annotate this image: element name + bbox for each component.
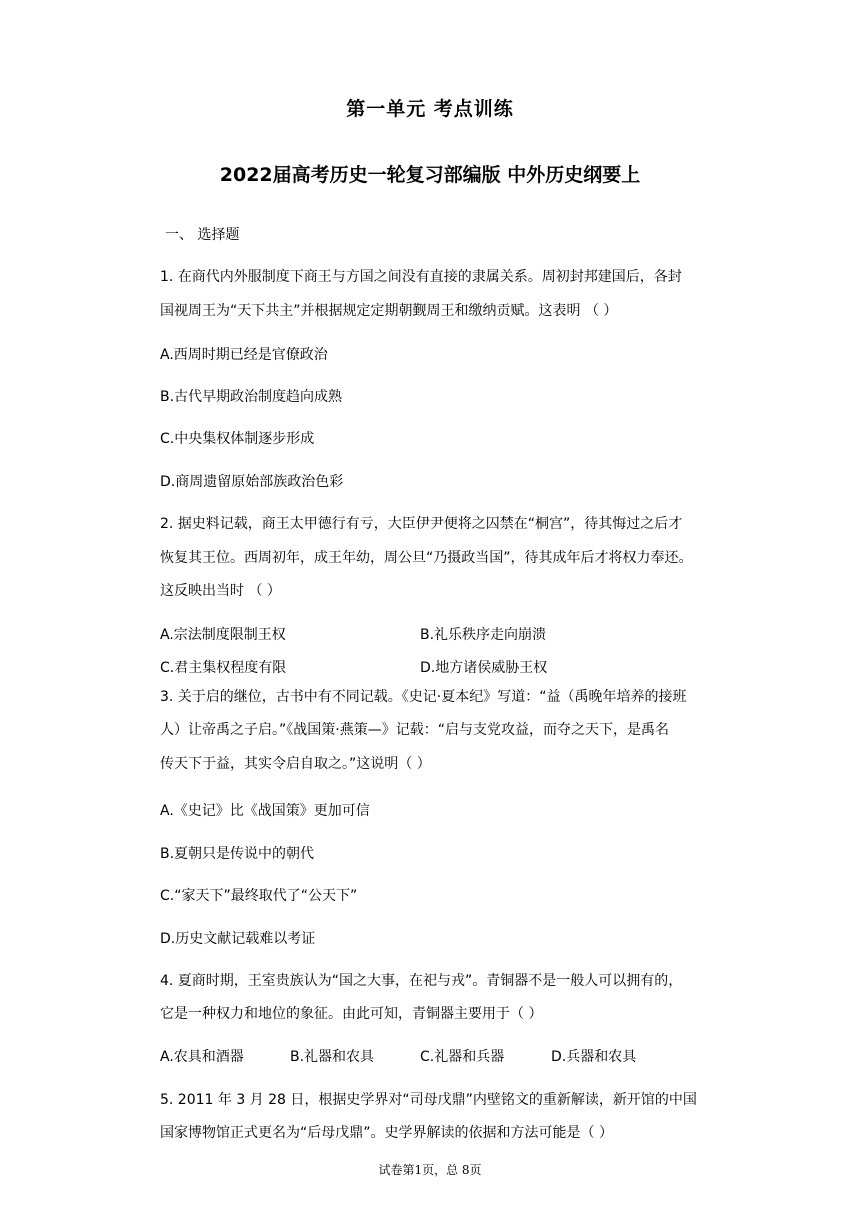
- question-1-stem-line-1: 1. 在商代内外服制度下商王与方国之间没有直接的隶属关系。周初封邦建国后，各封: [160, 269, 682, 285]
- question-2-stem-line-1: 2. 据史料记载，商王太甲德行有亏，大臣伊尹便将之囚禁在“桐宫”，待其悔过之后才: [160, 516, 683, 532]
- question-2-option-b: B.礼乐秩序走向崩溃: [420, 627, 547, 643]
- question-1-stem-line-2: 国视周王为“天下共主”并根据规定定期朝觐周王和缴纳贡赋。这表明 （ ）: [160, 303, 618, 319]
- question-2-option-a: A.宗法制度限制王权: [160, 627, 286, 643]
- question-3-option-a: A.《史记》比《战国策》更加可信: [160, 803, 370, 819]
- question-4-stem-line-1: 4. 夏商时期，王室贵族认为“国之大事，在祀与戎”。青铜器不是一般人可以拥有的，: [160, 973, 683, 989]
- question-2-stem-line-3: 这反映出当时 （ ）: [160, 583, 281, 599]
- question-1-option-d: D.商周遗留原始部族政治色彩: [160, 474, 344, 490]
- question-1-option-a: A.西周时期已经是官僚政治: [160, 347, 328, 363]
- question-2-option-d: D.地方诸侯威胁王权: [420, 660, 548, 676]
- section-heading: 一、 选择题: [165, 227, 240, 243]
- question-3-stem-line-2: 人）让帝禹之子启。”《战国策·燕策—》记载：“启与支党攻益，而夺之天下，是禹名: [160, 722, 669, 738]
- question-3-option-c: C.“家天下”最终取代了“公天下”: [160, 888, 358, 904]
- question-3-option-b: B.夏朝只是传说中的朝代: [160, 846, 315, 862]
- question-5-stem-line-2: 国家博物馆正式更名为“后母戊鼎”。史学界解读的依据和方法可能是（ ）: [160, 1125, 613, 1141]
- question-2-stem-line-2: 恢复其王位。西周初年，成王年幼，周公旦“乃摄政当国”，待其成年后才将权力奉还。: [160, 550, 693, 566]
- question-4-option-a: A.农具和酒器: [160, 1049, 244, 1065]
- question-4-option-c: C.礼器和兵器: [420, 1049, 505, 1065]
- question-3-stem-line-1: 3. 关于启的继位，古书中有不同记载。《史记·夏本纪》写道：“益（禹晚年培养的接班: [160, 689, 687, 705]
- question-2-option-c: C.君主集权程度有限: [160, 660, 287, 676]
- page-footer: 试卷第1页，总 8页: [378, 1163, 482, 1177]
- question-3-stem-line-3: 传天下于益，其实令启自取之。”这说明（ ）: [160, 756, 431, 772]
- question-1-option-c: C.中央集权体制逐步形成: [160, 431, 315, 447]
- question-1-option-b: B.古代早期政治制度趋向成熟: [160, 389, 343, 405]
- question-5-stem-line-1: 5. 2011 年 3 月 28 日，根据史学界对“司母戊鼎”内壁铭文的重新解读，新开馆的中国: [160, 1092, 697, 1108]
- document-subtitle: 2022届高考历史一轮复习部编版 中外历史纲要上: [219, 164, 641, 186]
- question-3-option-d: D.历史文献记载难以考证: [160, 931, 316, 947]
- document-title: 第一单元 考点训练: [346, 98, 514, 120]
- question-4-option-b: B.礼器和农具: [290, 1049, 375, 1065]
- question-4-stem-line-2: 它是一种权力和地位的象征。由此可知，青铜器主要用于（ ）: [160, 1006, 543, 1022]
- question-4-option-d: D.兵器和农具: [551, 1049, 637, 1065]
